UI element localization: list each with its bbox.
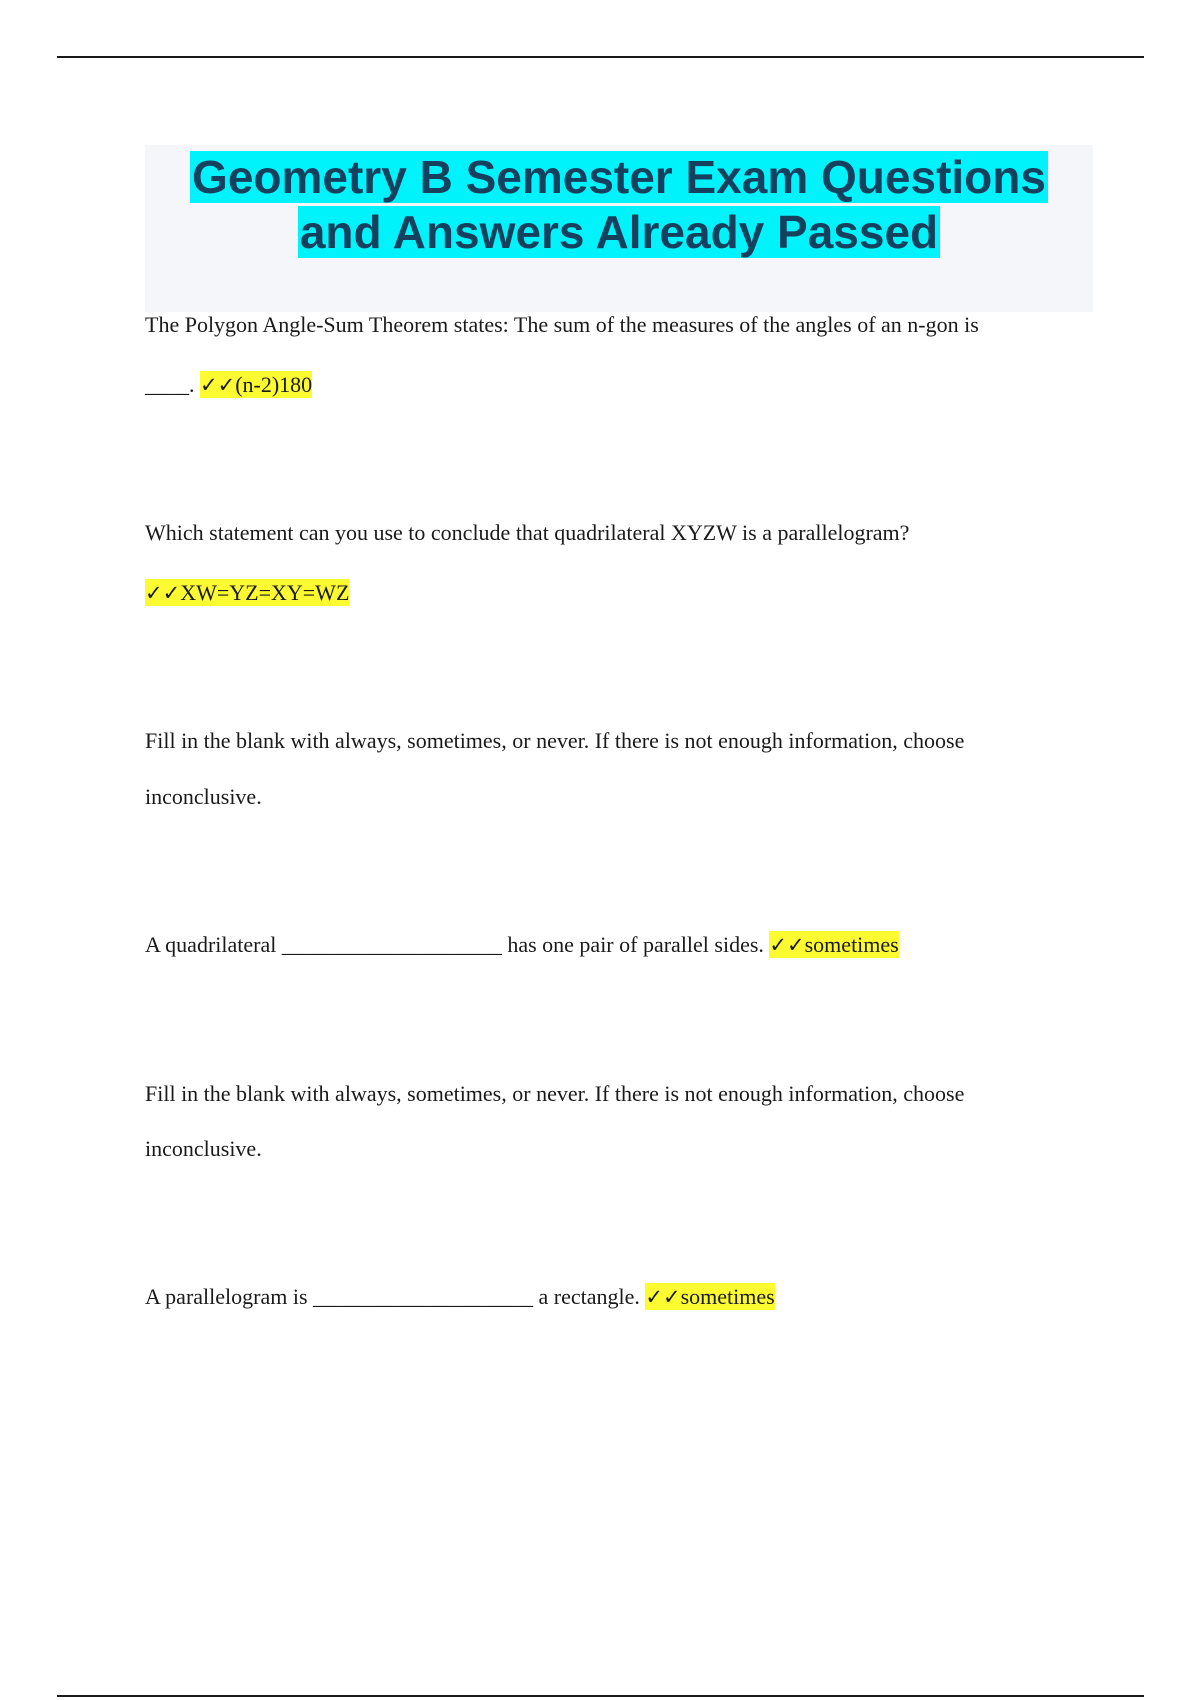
- question-1-blank: ____.: [145, 372, 195, 397]
- question-2-answer-text: XW=YZ=XY=WZ: [180, 580, 350, 605]
- question-2-text: Which statement can you use to conclude that quadrilateral XYZW is a parallelogram?: [145, 520, 910, 545]
- title-banner: [145, 145, 1093, 312]
- question-3-after: has one pair of parallel sides.: [507, 932, 764, 957]
- question-4-before: A parallelogram is: [145, 1284, 308, 1309]
- bottom-rule: [57, 1695, 1144, 1697]
- question-1-answer-text: (n-2)180: [235, 372, 313, 397]
- question-1-text: The Polygon Angle-Sum Theorem states: The sum of the measures of the angles of an n-gon is: [145, 312, 979, 337]
- instruction-1-line-2: inconclusive.: [145, 784, 262, 809]
- document-title: [145, 145, 1093, 260]
- instruction-1-line-1: Fill in the blank with always, sometimes, or never. If there is not enough information, choose: [145, 728, 965, 753]
- title-line-1: Geometry B Semester Exam Questions: [192, 151, 1046, 203]
- instruction-2-line-2: inconclusive.: [145, 1136, 262, 1161]
- question-3-answer-text: sometimes: [804, 932, 899, 957]
- instruction-2-line-1: Fill in the blank with always, sometimes, or never. If there is not enough information, choose: [145, 1081, 965, 1106]
- question-3-answer: [769, 931, 898, 958]
- question-4-answer: [645, 1283, 774, 1310]
- question-1-answer: [200, 371, 312, 398]
- check-mark-icon: ✓✓: [145, 581, 181, 605]
- top-rule: [57, 56, 1144, 58]
- question-3: [145, 931, 899, 959]
- question-4-blank: ____________________: [313, 1284, 534, 1309]
- check-mark-icon: ✓✓: [645, 1285, 681, 1309]
- question-4-answer-text: sometimes: [680, 1284, 775, 1309]
- question-4: [145, 1283, 775, 1311]
- question-3-before: A quadrilateral: [145, 932, 277, 957]
- title-line-2: and Answers Already Passed: [299, 206, 939, 258]
- question-1-answer-line: [145, 371, 312, 399]
- check-mark-icon: ✓✓: [200, 373, 236, 397]
- question-2-answer-line: [145, 579, 349, 607]
- question-2-answer: [145, 579, 349, 606]
- check-mark-icon: ✓✓: [769, 933, 805, 957]
- question-3-blank: ____________________: [281, 932, 502, 957]
- question-4-after: a rectangle.: [538, 1284, 640, 1309]
